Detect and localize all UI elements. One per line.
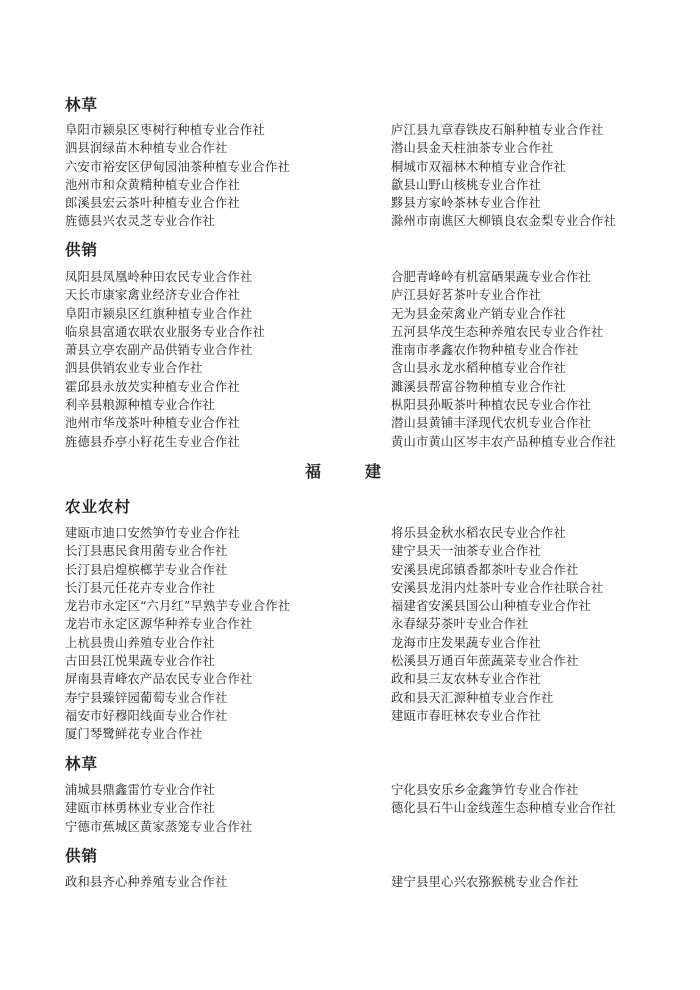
list-item: 潜山县黄铺丰泽现代农机专业合作社 [391, 416, 591, 431]
list-column-left [65, 268, 385, 451]
list-item: 政和县齐心种养殖专业合作社 [65, 875, 228, 889]
list-item: 黄山市黄山区岑丰农产品种植专业合作社 [391, 434, 616, 449]
list-item: 滁州市南谯区大柳镇良农金梨专业合作社 [391, 214, 616, 229]
list-item: 庐江县九章春铁皮石斛种植专业合作社 [391, 123, 604, 137]
list-item: 泗县供销农业专业合作社 [65, 361, 203, 376]
list-item: 长汀县惠民食用菌专业合作社 [65, 544, 228, 559]
list-item: 潜山县金天柱油茶专业合作社 [391, 141, 554, 156]
list-item: 厦门琴鹭鲜花专业合作社 [65, 727, 203, 742]
list-item: 松溪县万通百年蔗蔬菜专业合作社 [391, 654, 579, 669]
list-item: 建宁县里心兴农猕猴桃专业合作社 [391, 875, 579, 889]
list-item: 永春绿芬茶叶专业合作社 [391, 617, 529, 632]
list-item: 阜阳市颍泉区枣树行种植专业合作社 [65, 123, 265, 137]
list-item: 福安市好穆阳线面专业合作社 [65, 708, 228, 723]
province-title: 福 建 [304, 462, 395, 481]
list-item: 上杭县贵山养殖专业合作社 [65, 635, 215, 650]
list-item: 福建省安溪县国公山种植专业合作社 [391, 599, 591, 614]
list-item: 泗县润绿苗木种植专业合作社 [65, 141, 228, 156]
list-item: 将乐县金秋水稻农民专业合作社 [391, 526, 566, 540]
list-item: 建瓯市春旺林农专业合作社 [391, 708, 541, 723]
list-item: 宁化县安乐乡金鑫笋竹专业合作社 [391, 783, 579, 797]
list-item: 凤阳县凤凰岭种田农民专业合作社 [65, 270, 253, 284]
list-item: 萧县立亭农副产品供销专业合作社 [65, 343, 253, 358]
list-column-right [391, 121, 671, 231]
list-item: 龙岩市永定区源华种养专业合作社 [65, 617, 253, 632]
list-item: 桐城市双福林木种植专业合作社 [391, 159, 566, 174]
list-item: 旌德县兴农灵芝专业合作社 [65, 214, 215, 229]
list-item: 淮南市孝鑫农作物种植专业合作社 [391, 343, 579, 358]
list-item: 寿宁县臻锌园葡萄专业合作社 [65, 690, 228, 705]
list-column-right [391, 873, 671, 891]
list-item: 宁德市蕉城区黄家蒸笼专业合作社 [65, 819, 253, 834]
list-item: 建瓯市迪口安然笋竹专业合作社 [65, 526, 240, 540]
list-item: 濉溪县帮富谷物种植专业合作社 [391, 379, 566, 394]
list-item: 合肥青峰岭有机富硒果蔬专业合作社 [391, 270, 591, 284]
list-item: 临泉县富通农联农业服务专业合作社 [65, 324, 265, 339]
list-item: 天长市康家禽业经济专业合作社 [65, 288, 240, 303]
section-heading-fujian-forestry: 林草 [65, 755, 99, 773]
section-heading-anhui-forestry: 林草 [65, 96, 99, 114]
list-item: 屏南县青峰农产品农民专业合作社 [65, 672, 253, 687]
list-item: 龙海市庄发果蔬专业合作社 [391, 635, 541, 650]
list-item: 池州市华茂茶叶种植专业合作社 [65, 416, 240, 431]
list-item: 浦城县鼎鑫雷竹专业合作社 [65, 783, 215, 797]
list-item: 霍邱县永放芡实种植专业合作社 [65, 379, 240, 394]
list-item: 古田县江悦果蔬专业合作社 [65, 654, 215, 669]
list-item: 利辛县粮源种植专业合作社 [65, 398, 215, 413]
list-item: 政和县三友农林专业合作社 [391, 672, 541, 687]
list-item: 庐江县好茗茶叶专业合作社 [391, 288, 541, 303]
list-item: 德化县石牛山金线莲生态种植专业合作社 [391, 801, 616, 816]
list-column-right [391, 781, 671, 818]
list-column-left [65, 873, 385, 891]
list-column-right [391, 524, 671, 725]
list-item: 安溪县虎邱镇香都茶叶专业合作社 [391, 562, 579, 577]
list-item: 含山县永龙水稻种植专业合作社 [391, 361, 566, 376]
list-column-left [65, 781, 385, 836]
list-column-left [65, 121, 385, 231]
list-item: 黟县方家岭茶林专业合作社 [391, 196, 541, 211]
section-heading-fujian-agri: 农业农村 [65, 498, 132, 516]
list-column-left [65, 524, 385, 744]
list-item: 阜阳市颍泉区红旗种植专业合作社 [65, 306, 253, 321]
list-column-right [391, 268, 671, 451]
list-item: 建瓯市林勇林业专业合作社 [65, 801, 215, 816]
section-heading-fujian-supply: 供销 [65, 847, 99, 865]
section-heading-anhui-supply: 供销 [65, 241, 99, 259]
list-item: 郎溪县宏云茶叶种植专业合作社 [65, 196, 240, 211]
list-item: 建宁县天一油茶专业合作社 [391, 544, 541, 559]
list-item: 歙县山野山核桃专业合作社 [391, 177, 541, 192]
list-item: 长汀县元任花卉专业合作社 [65, 580, 215, 595]
list-item: 长汀县启煌槟榔芋专业合作社 [65, 562, 228, 577]
list-item: 龙岩市永定区“六月红”早熟芋专业合作社 [65, 599, 291, 614]
list-item: 六安市裕安区伊甸园油茶种植专业合作社 [65, 159, 290, 174]
list-item: 政和县天汇源种植专业合作社 [391, 690, 554, 705]
list-item: 枞阳县孙畈茶叶种植农民专业合作社 [391, 398, 591, 413]
list-item: 池州市和众黄精种植专业合作社 [65, 177, 240, 192]
list-item: 无为县金荣禽业产销专业合作社 [391, 306, 566, 321]
list-item: 安溪县龙涓内灶茶叶专业合作社联合社 [391, 580, 604, 595]
list-item: 旌德县乔亭小籽花生专业合作社 [65, 434, 240, 449]
list-item: 五河县华茂生态种养殖农民专业合作社 [391, 324, 604, 339]
